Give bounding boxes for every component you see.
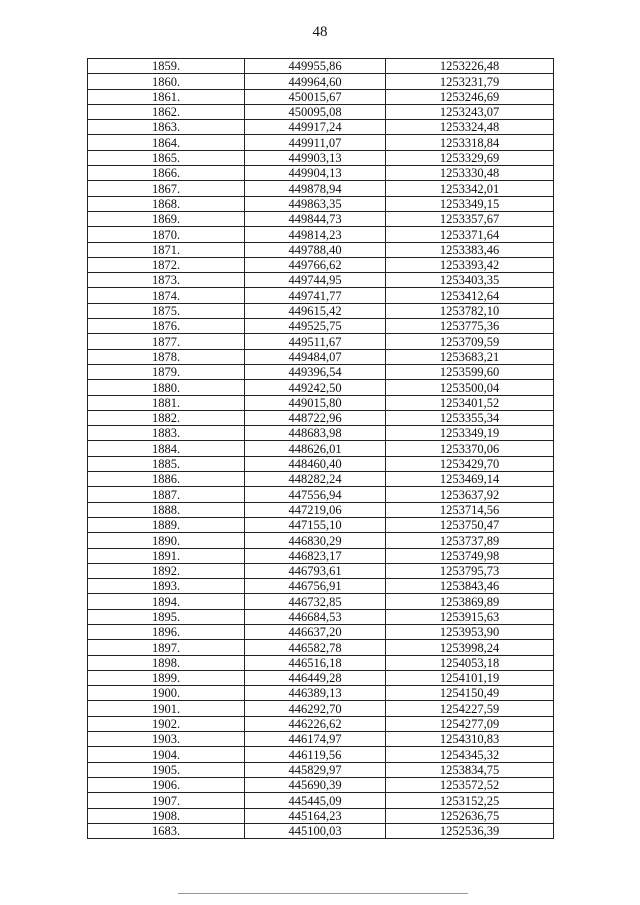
table-row xyxy=(88,686,554,701)
table-row xyxy=(88,747,554,762)
x-coordinate-cell: 449844,73 xyxy=(245,211,386,226)
table-row xyxy=(88,517,554,532)
y-coordinate-cell: 1253737,89 xyxy=(386,533,554,548)
y-coordinate-cell: 1253750,47 xyxy=(386,517,554,532)
point-number-cell: 1906. xyxy=(88,777,245,792)
point-number-cell: 1861. xyxy=(88,89,245,104)
table-row xyxy=(88,181,554,196)
y-coordinate-cell: 1253342,01 xyxy=(386,181,554,196)
point-number-cell: 1878. xyxy=(88,349,245,364)
x-coordinate-cell: 449955,86 xyxy=(245,59,386,74)
table-row xyxy=(88,716,554,731)
point-number-cell: 1889. xyxy=(88,517,245,532)
x-coordinate-cell: 449015,80 xyxy=(245,395,386,410)
x-coordinate-cell: 448722,96 xyxy=(245,410,386,425)
coordinates-table-body xyxy=(88,59,554,839)
table-row xyxy=(88,655,554,670)
point-number-cell: 1874. xyxy=(88,288,245,303)
point-number-cell: 1895. xyxy=(88,609,245,624)
x-coordinate-cell: 449911,07 xyxy=(245,135,386,150)
x-coordinate-cell: 449788,40 xyxy=(245,242,386,257)
table-row xyxy=(88,380,554,395)
y-coordinate-cell: 1253412,64 xyxy=(386,288,554,303)
table-row xyxy=(88,426,554,441)
point-number-cell: 1897. xyxy=(88,640,245,655)
x-coordinate-cell: 446226,62 xyxy=(245,716,386,731)
table-row xyxy=(88,502,554,517)
y-coordinate-cell: 1253429,70 xyxy=(386,456,554,471)
x-coordinate-cell: 446823,17 xyxy=(245,548,386,563)
table-row xyxy=(88,732,554,747)
y-coordinate-cell: 1253357,67 xyxy=(386,211,554,226)
table-row xyxy=(88,364,554,379)
table-row xyxy=(88,563,554,578)
table-row xyxy=(88,211,554,226)
y-coordinate-cell: 1253637,92 xyxy=(386,487,554,502)
point-number-cell: 1863. xyxy=(88,120,245,135)
y-coordinate-cell: 1253775,36 xyxy=(386,319,554,334)
x-coordinate-cell: 446389,13 xyxy=(245,686,386,701)
x-coordinate-cell: 449814,23 xyxy=(245,227,386,242)
y-coordinate-cell: 1253330,48 xyxy=(386,166,554,181)
x-coordinate-cell: 449525,75 xyxy=(245,319,386,334)
point-number-cell: 1683. xyxy=(88,823,245,838)
point-number-cell: 1904. xyxy=(88,747,245,762)
point-number-cell: 1900. xyxy=(88,686,245,701)
point-number-cell: 1873. xyxy=(88,273,245,288)
point-number-cell: 1907. xyxy=(88,793,245,808)
point-number-cell: 1876. xyxy=(88,319,245,334)
x-coordinate-cell: 449484,07 xyxy=(245,349,386,364)
x-coordinate-cell: 449917,24 xyxy=(245,120,386,135)
point-number-cell: 1888. xyxy=(88,502,245,517)
y-coordinate-cell: 1253403,35 xyxy=(386,273,554,288)
x-coordinate-cell: 449396,54 xyxy=(245,364,386,379)
y-coordinate-cell: 1253371,64 xyxy=(386,227,554,242)
y-coordinate-cell: 1253843,46 xyxy=(386,579,554,594)
point-number-cell: 1885. xyxy=(88,456,245,471)
x-coordinate-cell: 446449,28 xyxy=(245,670,386,685)
point-number-cell: 1884. xyxy=(88,441,245,456)
x-coordinate-cell: 449903,13 xyxy=(245,150,386,165)
table-row xyxy=(88,273,554,288)
table-row xyxy=(88,640,554,655)
y-coordinate-cell: 1253714,56 xyxy=(386,502,554,517)
point-number-cell: 1866. xyxy=(88,166,245,181)
x-coordinate-cell: 450015,67 xyxy=(245,89,386,104)
y-coordinate-cell: 1253599,60 xyxy=(386,364,554,379)
y-coordinate-cell: 1253383,46 xyxy=(386,242,554,257)
page-number: 48 xyxy=(312,24,328,40)
y-coordinate-cell: 1253226,48 xyxy=(386,59,554,74)
point-number-cell: 1896. xyxy=(88,624,245,639)
x-coordinate-cell: 449766,62 xyxy=(245,257,386,272)
point-number-cell: 1860. xyxy=(88,74,245,89)
y-coordinate-cell: 1253401,52 xyxy=(386,395,554,410)
x-coordinate-cell: 449741,77 xyxy=(245,288,386,303)
table-row xyxy=(88,74,554,89)
point-number-cell: 1899. xyxy=(88,670,245,685)
y-coordinate-cell: 1253749,98 xyxy=(386,548,554,563)
y-coordinate-cell: 1252636,75 xyxy=(386,808,554,823)
table-row xyxy=(88,303,554,318)
table-row xyxy=(88,808,554,823)
point-number-cell: 1881. xyxy=(88,395,245,410)
point-number-cell: 1894. xyxy=(88,594,245,609)
y-coordinate-cell: 1253393,42 xyxy=(386,257,554,272)
y-coordinate-cell: 1253709,59 xyxy=(386,334,554,349)
x-coordinate-cell: 448683,98 xyxy=(245,426,386,441)
table-row xyxy=(88,793,554,808)
table-row xyxy=(88,487,554,502)
table-row xyxy=(88,777,554,792)
y-coordinate-cell: 1254310,83 xyxy=(386,732,554,747)
point-number-cell: 1905. xyxy=(88,762,245,777)
table-row xyxy=(88,701,554,716)
x-coordinate-cell: 448282,24 xyxy=(245,472,386,487)
y-coordinate-cell: 1253318,84 xyxy=(386,135,554,150)
y-coordinate-cell: 1254277,09 xyxy=(386,716,554,731)
table-row xyxy=(88,579,554,594)
y-coordinate-cell: 1253349,19 xyxy=(386,426,554,441)
table-row xyxy=(88,624,554,639)
point-number-cell: 1859. xyxy=(88,59,245,74)
y-coordinate-cell: 1254053,18 xyxy=(386,655,554,670)
table-row xyxy=(88,242,554,257)
y-coordinate-cell: 1253915,63 xyxy=(386,609,554,624)
table-row xyxy=(88,196,554,211)
table-row xyxy=(88,334,554,349)
x-coordinate-cell: 449904,13 xyxy=(245,166,386,181)
x-coordinate-cell: 449878,94 xyxy=(245,181,386,196)
y-coordinate-cell: 1254345,32 xyxy=(386,747,554,762)
x-coordinate-cell: 447219,06 xyxy=(245,502,386,517)
point-number-cell: 1872. xyxy=(88,257,245,272)
point-number-cell: 1891. xyxy=(88,548,245,563)
point-number-cell: 1898. xyxy=(88,655,245,670)
point-number-cell: 1890. xyxy=(88,533,245,548)
x-coordinate-cell: 446292,70 xyxy=(245,701,386,716)
point-number-cell: 1870. xyxy=(88,227,245,242)
point-number-cell: 1901. xyxy=(88,701,245,716)
y-coordinate-cell: 1253355,34 xyxy=(386,410,554,425)
table-row xyxy=(88,288,554,303)
table-row xyxy=(88,395,554,410)
point-number-cell: 1893. xyxy=(88,579,245,594)
x-coordinate-cell: 446756,91 xyxy=(245,579,386,594)
x-coordinate-cell: 446637,20 xyxy=(245,624,386,639)
table-row xyxy=(88,349,554,364)
x-coordinate-cell: 446119,56 xyxy=(245,747,386,762)
table-row xyxy=(88,227,554,242)
point-number-cell: 1886. xyxy=(88,472,245,487)
point-number-cell: 1862. xyxy=(88,104,245,119)
x-coordinate-cell: 445829,97 xyxy=(245,762,386,777)
x-coordinate-cell: 446516,18 xyxy=(245,655,386,670)
table-row xyxy=(88,823,554,838)
x-coordinate-cell: 449511,67 xyxy=(245,334,386,349)
x-coordinate-cell: 445445,09 xyxy=(245,793,386,808)
point-number-cell: 1883. xyxy=(88,426,245,441)
coordinates-table xyxy=(87,58,554,839)
x-coordinate-cell: 448626,01 xyxy=(245,441,386,456)
y-coordinate-cell: 1254227,59 xyxy=(386,701,554,716)
x-coordinate-cell: 449863,35 xyxy=(245,196,386,211)
x-coordinate-cell: 449615,42 xyxy=(245,303,386,318)
x-coordinate-cell: 450095,08 xyxy=(245,104,386,119)
y-coordinate-cell: 1253782,10 xyxy=(386,303,554,318)
point-number-cell: 1867. xyxy=(88,181,245,196)
point-number-cell: 1875. xyxy=(88,303,245,318)
table-row xyxy=(88,472,554,487)
y-coordinate-cell: 1253324,48 xyxy=(386,120,554,135)
point-number-cell: 1865. xyxy=(88,150,245,165)
y-coordinate-cell: 1253329,69 xyxy=(386,150,554,165)
table-row xyxy=(88,762,554,777)
table-row xyxy=(88,135,554,150)
x-coordinate-cell: 445164,23 xyxy=(245,808,386,823)
point-number-cell: 1868. xyxy=(88,196,245,211)
point-number-cell: 1879. xyxy=(88,364,245,379)
point-number-cell: 1882. xyxy=(88,410,245,425)
y-coordinate-cell: 1253243,07 xyxy=(386,104,554,119)
x-coordinate-cell: 449964,60 xyxy=(245,74,386,89)
table-row xyxy=(88,150,554,165)
point-number-cell: 1903. xyxy=(88,732,245,747)
y-coordinate-cell: 1253572,52 xyxy=(386,777,554,792)
table-row xyxy=(88,594,554,609)
y-coordinate-cell: 1253231,79 xyxy=(386,74,554,89)
x-coordinate-cell: 446582,78 xyxy=(245,640,386,655)
table-row xyxy=(88,166,554,181)
point-number-cell: 1887. xyxy=(88,487,245,502)
table-row xyxy=(88,533,554,548)
y-coordinate-cell: 1253953,90 xyxy=(386,624,554,639)
x-coordinate-cell: 446793,61 xyxy=(245,563,386,578)
table-row xyxy=(88,609,554,624)
y-coordinate-cell: 1253795,73 xyxy=(386,563,554,578)
bottom-rule xyxy=(178,893,468,894)
table-row xyxy=(88,104,554,119)
y-coordinate-cell: 1253469,14 xyxy=(386,472,554,487)
y-coordinate-cell: 1253152,25 xyxy=(386,793,554,808)
y-coordinate-cell: 1253500,04 xyxy=(386,380,554,395)
table-row xyxy=(88,441,554,456)
point-number-cell: 1908. xyxy=(88,808,245,823)
x-coordinate-cell: 445690,39 xyxy=(245,777,386,792)
point-number-cell: 1877. xyxy=(88,334,245,349)
x-coordinate-cell: 446174,97 xyxy=(245,732,386,747)
y-coordinate-cell: 1253998,24 xyxy=(386,640,554,655)
x-coordinate-cell: 449744,95 xyxy=(245,273,386,288)
point-number-cell: 1869. xyxy=(88,211,245,226)
y-coordinate-cell: 1254101,19 xyxy=(386,670,554,685)
point-number-cell: 1871. xyxy=(88,242,245,257)
table-row xyxy=(88,456,554,471)
x-coordinate-cell: 449242,50 xyxy=(245,380,386,395)
x-coordinate-cell: 447556,94 xyxy=(245,487,386,502)
x-coordinate-cell: 446830,29 xyxy=(245,533,386,548)
table-row xyxy=(88,59,554,74)
table-row xyxy=(88,670,554,685)
point-number-cell: 1864. xyxy=(88,135,245,150)
x-coordinate-cell: 446732,85 xyxy=(245,594,386,609)
x-coordinate-cell: 445100,03 xyxy=(245,823,386,838)
table-row xyxy=(88,319,554,334)
table-row xyxy=(88,120,554,135)
y-coordinate-cell: 1253370,06 xyxy=(386,441,554,456)
y-coordinate-cell: 1254150,49 xyxy=(386,686,554,701)
table-row xyxy=(88,89,554,104)
y-coordinate-cell: 1253246,69 xyxy=(386,89,554,104)
y-coordinate-cell: 1253834,75 xyxy=(386,762,554,777)
x-coordinate-cell: 446684,53 xyxy=(245,609,386,624)
y-coordinate-cell: 1253683,21 xyxy=(386,349,554,364)
x-coordinate-cell: 448460,40 xyxy=(245,456,386,471)
y-coordinate-cell: 1253349,15 xyxy=(386,196,554,211)
point-number-cell: 1880. xyxy=(88,380,245,395)
table-row xyxy=(88,410,554,425)
table-row xyxy=(88,548,554,563)
point-number-cell: 1902. xyxy=(88,716,245,731)
y-coordinate-cell: 1253869,89 xyxy=(386,594,554,609)
y-coordinate-cell: 1252536,39 xyxy=(386,823,554,838)
x-coordinate-cell: 447155,10 xyxy=(245,517,386,532)
table-row xyxy=(88,257,554,272)
point-number-cell: 1892. xyxy=(88,563,245,578)
